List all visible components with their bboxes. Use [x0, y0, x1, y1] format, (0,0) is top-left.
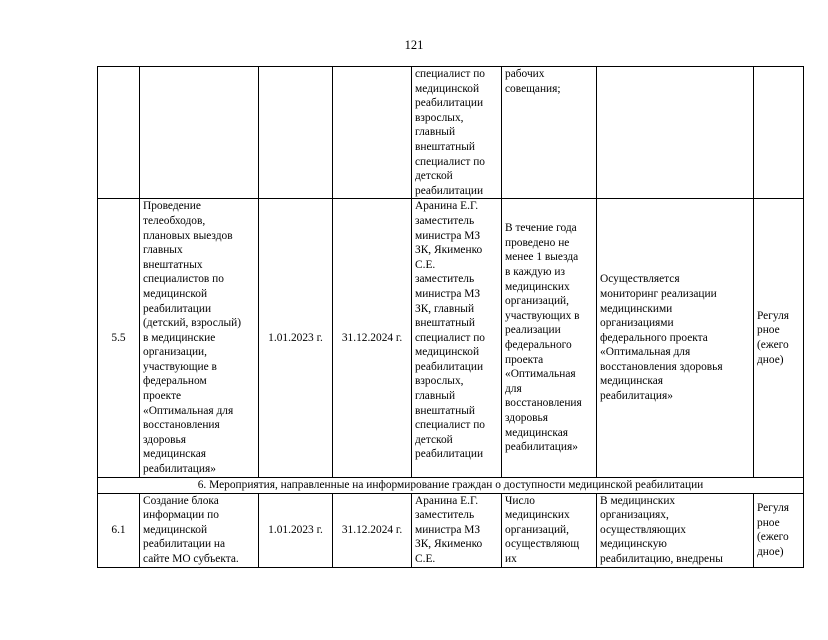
cell-indicator: Число медицинских организаций, осуществляющ их — [502, 493, 597, 567]
measures-table — [97, 66, 804, 568]
table-row-continuation — [98, 67, 804, 199]
cell-event: Проведение телеобходов, плановых выездов главных внештатных специалистов по медицинской реабилитации (детский, взрослый) в медицинские организации, участвующие в федеральном проекте «Оптимальная для восстановления здоровья медицинская реабилитация» — [140, 199, 259, 477]
cell-result: Осуществляется мониторинг реализации медицинскими организациями федерального проекта «Оптимальная для восстановления здоровья медицинская реабилитация» — [597, 199, 754, 477]
cell-end-date — [333, 67, 412, 199]
cell-num: 5.5 — [98, 199, 140, 477]
cell-period: Регуля рное (ежего дное) — [754, 493, 804, 567]
cell-indicator: рабочих совещания; — [502, 67, 597, 199]
cell-end-date: 31.12.2024 г. — [333, 493, 412, 567]
table-row-6-1 — [98, 493, 804, 567]
table-row-5-5 — [98, 199, 804, 477]
page-number: 121 — [404, 38, 424, 52]
cell-start-date — [259, 67, 333, 199]
cell-event: Создание блока информации по медицинской реабилитации на сайте МО субъекта. — [140, 493, 259, 567]
section-title: 6. Мероприятия, направленные на информирование граждан о доступности медицинской реабилитации — [98, 477, 804, 493]
cell-responsible: Аранина Е.Г. заместитель министра МЗ ЗК, Якименко С.Е. — [412, 493, 502, 567]
cell-period — [754, 67, 804, 199]
cell-result — [597, 67, 754, 199]
cell-event — [140, 67, 259, 199]
cell-indicator: В течение года проведено не менее 1 выезда в каждую из медицинских организаций, участвующих в реализации федерального проекта «Оптимальная для восстановления здоровья медицинская реабилитация» — [502, 199, 597, 477]
cell-period: Регуля рное (ежего дное) — [754, 199, 804, 477]
section-header-row — [98, 477, 804, 493]
cell-start-date: 1.01.2023 г. — [259, 493, 333, 567]
cell-responsible: специалист по медицинской реабилитации взрослых, главный внештатный специалист по детской реабилитации — [412, 67, 502, 199]
cell-end-date: 31.12.2024 г. — [333, 199, 412, 477]
cell-result: В медицинских организациях, осуществляющих медицинскую реабилитацию, внедрены — [597, 493, 754, 567]
cell-num — [98, 67, 140, 199]
cell-responsible: Аранина Е.Г. заместитель министра МЗ ЗК, Якименко С.Е. заместитель министра МЗ ЗК, главный внештатный специалист по медицинской реабилитации взрослых, главный внештатный специалист по детской реабилитации — [412, 199, 502, 477]
cell-num: 6.1 — [98, 493, 140, 567]
cell-start-date: 1.01.2023 г. — [259, 199, 333, 477]
